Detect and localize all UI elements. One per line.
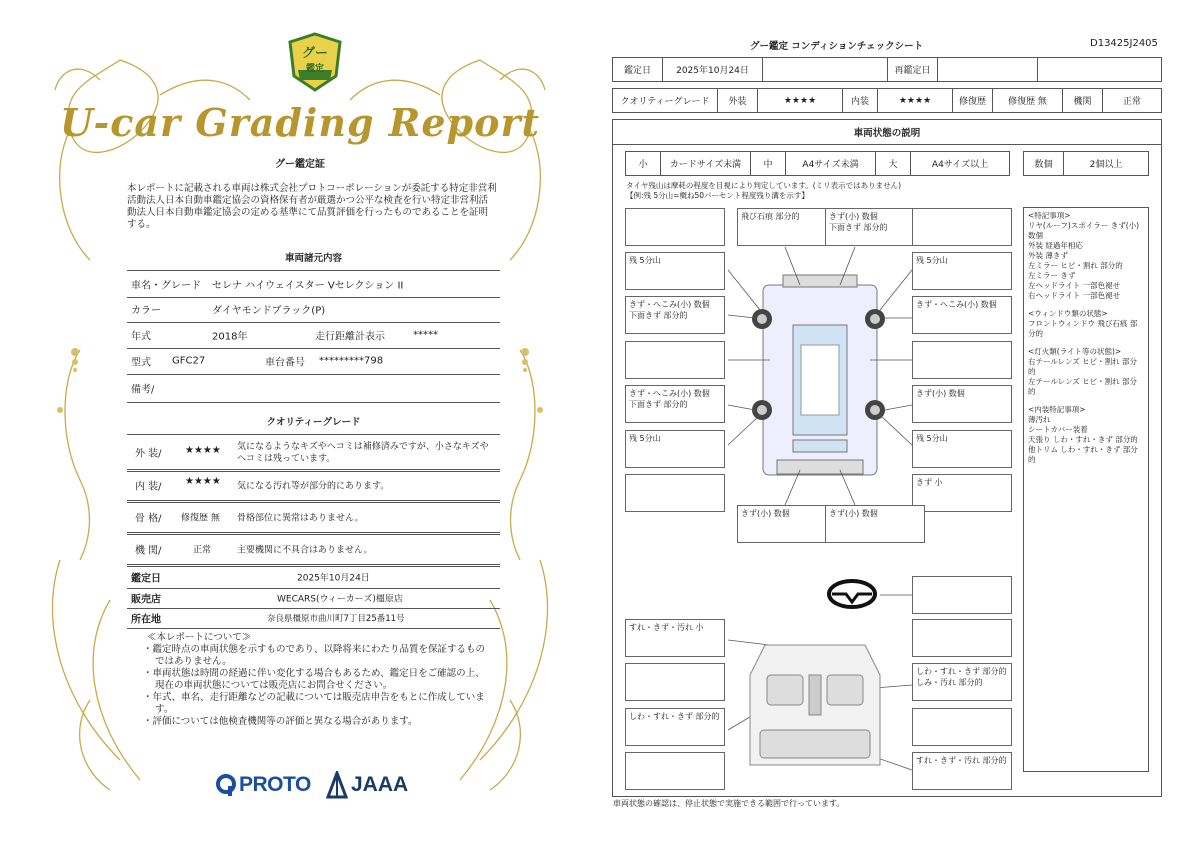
- spec-row-year: [127, 322, 500, 349]
- count-label: 数個: [1024, 152, 1064, 175]
- jaaa-logo-text: JAAA: [351, 773, 409, 796]
- special-line: 左ミラー きず: [1028, 271, 1076, 280]
- cond-box-right-tire-rear: 残 5分山: [912, 430, 1012, 468]
- info-row-date: [127, 566, 500, 589]
- cond-box: [912, 208, 1012, 246]
- interior-line: 薄汚れ: [1028, 415, 1051, 424]
- notes-item: ・鑑定時点の車両状態を示すものであり、以降将来にわたり品質を保証するものではありません。: [143, 644, 486, 667]
- grade-engine-value: 正常: [1122, 97, 1141, 107]
- special-line: 外装 経過年相応: [1028, 241, 1083, 250]
- cond-box-left-tire-rear: 残 5分山: [625, 430, 725, 468]
- cond-box-top-mid-left: 飛び石痕 部分的: [737, 208, 837, 246]
- date-value: 2025年10月24日: [663, 58, 763, 81]
- certificate-title: グー鑑定証: [275, 159, 325, 170]
- cond-box-left-door-rear: きず・へこみ(小) 数個 下面きず 部分的: [625, 385, 725, 423]
- spec-model-value: GFC27: [172, 355, 206, 367]
- quality-engine-value: 正常: [193, 545, 212, 556]
- cond-box-right-door-front: きず・へこみ(小) 数個: [912, 296, 1012, 334]
- info-row-shop: [127, 588, 500, 609]
- spec-title: 車両諸元内容: [284, 253, 342, 264]
- size-large-desc: A4サイズ以上: [931, 160, 989, 170]
- special-notes-panel: [1023, 207, 1149, 772]
- special-line: 外装 薄きず: [1028, 251, 1068, 260]
- special-line: 右ヘッドライト 一部色褪せ: [1028, 291, 1121, 300]
- cond-box: [625, 752, 725, 790]
- cond-box: [625, 208, 725, 246]
- cond-box-interior-3: しわ・すれ・きず 部分的: [625, 708, 725, 746]
- size-large: 大: [876, 152, 911, 175]
- cond-box-bottom-mid-right: きず(小) 数個: [825, 505, 925, 543]
- steering-wheel-icon: [826, 578, 878, 610]
- quality-frame-value: 修復歴 無: [181, 513, 220, 524]
- quality-row-engine: [127, 534, 500, 567]
- cond-box-interior-1: すれ・きず・汚れ 小: [625, 619, 725, 657]
- cond-box: [912, 708, 1012, 746]
- quality-ext-label: 外 装/: [135, 448, 162, 460]
- interior-line: 天張り しわ・すれ・きず 部分的: [1028, 435, 1138, 444]
- cond-box-bottom-mid-left: きず(小) 数個: [737, 505, 837, 543]
- goo-kantei-badge: [286, 32, 344, 92]
- count-desc: 2個以上: [1089, 160, 1123, 170]
- grade-int-label: 内装: [843, 89, 878, 112]
- notes-item: ・年式、車名、走行距離などの記載については販売店申告をもとに作成しています。: [143, 692, 485, 715]
- quality-frame-text: 骨格部位に異常はありません。: [237, 513, 364, 524]
- spec-row-color: [127, 296, 500, 323]
- spec-chassis-label: 車台番号: [265, 357, 305, 369]
- grade-repair-label: 修復歴: [953, 89, 993, 112]
- spec-mileage-label: 走行距離計表示: [315, 331, 385, 343]
- badge-line2: 鑑定: [305, 64, 324, 74]
- size-small: 小: [626, 152, 661, 175]
- spec-color-label: カラー: [131, 305, 161, 317]
- sheet-header-title: グー鑑定 コンディションチェックシート: [750, 41, 924, 52]
- window-line: フロントウィンドウ 飛び石痕 部分的: [1028, 319, 1138, 338]
- cond-box: [912, 619, 1012, 657]
- spec-name-label: 車名・グレード: [131, 280, 201, 292]
- quality-int-text: 気になる汚れ等が部分的にあります。: [237, 481, 390, 492]
- grade-ext-label: 外装: [718, 89, 758, 112]
- interior-line: 他トリム しわ・すれ・きず 部分的: [1028, 445, 1138, 464]
- spec-row-remarks: [127, 374, 500, 403]
- special-line: リヤ(ルーフ)スポイラー きず(小) 数個: [1028, 221, 1140, 240]
- info-shop-label: 販売店: [131, 594, 161, 606]
- info-shop-value: WECARS(ウィーカーズ)橿原店: [277, 594, 403, 605]
- badge-line1: グー: [301, 46, 328, 61]
- light-line: 右テールレンズ ヒビ・割れ 部分的: [1028, 357, 1138, 376]
- condition-check-sheet: [600, 0, 1200, 848]
- grade-int-stars: ★★★★: [878, 89, 953, 112]
- cond-box-interior-2: しわ・すれ・きず 部分的 しみ・汚れ 部分的: [912, 663, 1012, 701]
- cond-box-left-door-front: きず・へこみ(小) 数個 下面きず 部分的: [625, 296, 725, 334]
- quality-title: クオリティーグレード: [266, 417, 361, 428]
- tire-note1: タイヤ残山は摩耗の程度を目視により判定しています。(ミリ表示ではありません): [626, 181, 902, 190]
- notes-item: ・車両状態は時間の経過に伴い変化する場合もあるため、鑑定日をご確認の上、現在の車両状態については販売店にお問合せください。: [143, 668, 485, 691]
- size-mid-desc: A4サイズ未満: [786, 152, 876, 175]
- report-title: U-car Grading Report: [59, 100, 541, 145]
- cond-box-right-tire-front: 残 5分山: [912, 252, 1012, 290]
- cond-box: [625, 474, 725, 512]
- grade-repair-value: 修復歴 無: [993, 89, 1063, 112]
- cond-box-right-door-rear: きず(小) 数個: [912, 385, 1012, 423]
- grade-label: クオリティーグレード: [613, 89, 718, 112]
- quality-engine-text: 主要機関に不具合はありません。: [237, 545, 373, 556]
- quality-engine-label: 機 関/: [135, 545, 162, 557]
- info-row-address: [127, 608, 500, 629]
- spec-model-label: 型式: [131, 357, 151, 369]
- grade-engine-label: 機関: [1063, 89, 1103, 112]
- interior-diagram: [745, 635, 885, 775]
- spec-name-value: セレナ ハイウェイスター Vセレクション II: [212, 280, 404, 292]
- special-line: 左ミラー ヒビ・割れ 部分的: [1028, 261, 1123, 270]
- grade-ext-stars: ★★★★: [758, 89, 843, 112]
- tire-note2: 【例:残 5分山=概ね50パーセント程度残り溝を示す】: [626, 191, 809, 200]
- special-line: 左ヘッドライト 一部色褪せ: [1028, 281, 1121, 290]
- quality-ext-stars: ★★★★: [185, 445, 221, 456]
- date-label: 鑑定日: [613, 58, 663, 81]
- proto-mark-icon: [215, 773, 239, 797]
- quality-int-stars: ★★★★: [185, 476, 221, 487]
- cond-box-top-mid-right: きず(小) 数個 下面きず 部分的: [825, 208, 925, 246]
- report-notes: [143, 632, 493, 728]
- interior-line: シートカバー装着: [1028, 425, 1088, 434]
- size-mid: 中: [751, 152, 786, 175]
- quality-int-label: 内 装/: [135, 481, 162, 493]
- jaaa-mark-icon: [326, 771, 348, 799]
- notes-title: ≪本レポートについて≫: [147, 632, 252, 643]
- cond-box: [912, 341, 1012, 379]
- cond-box-left-tire-front: 残 5分山: [625, 252, 725, 290]
- jaaa-logo: [326, 770, 408, 800]
- spec-chassis-value: *********798: [319, 355, 384, 367]
- spec-mileage-value: *****: [413, 329, 438, 341]
- window-title: <ウィンドウ類の状態>: [1028, 309, 1108, 318]
- size-small-desc: カードサイズ未満: [661, 152, 751, 175]
- redate-label: 再鑑定日: [888, 58, 938, 81]
- sheet-footer: 車両状態の確認は、停止状態で実施できる範囲で行っています。: [613, 799, 845, 808]
- info-addr-value: 奈良県橿原市曲川町7丁目25番11号: [267, 614, 405, 624]
- cond-box-interior-4: すれ・きず・汚れ 部分的: [912, 752, 1012, 790]
- info-addr-label: 所在地: [131, 614, 161, 626]
- info-date-label: 鑑定日: [131, 573, 161, 585]
- state-title: 車両状態の説明: [613, 120, 1161, 145]
- spec-row-model: [127, 348, 500, 375]
- certificate-text: 本レポートに記載される車両は株式会社プロトコーポレーションが委託する特定非営利活動法人日本自動車鑑定協会の資格保有者が厳選かつ公平な検査を行い特定非営利活動法人日本自動車鑑定協会の定める基準にて品質評価を行ったものであることを証明する。: [127, 183, 497, 230]
- quality-frame-label: 骨 格/: [135, 513, 162, 525]
- cond-box: [625, 341, 725, 379]
- cond-box: [912, 576, 1012, 614]
- light-line: 左テールレンズ ヒビ・割れ 部分的: [1028, 377, 1138, 396]
- spec-row-name: [127, 270, 500, 298]
- interior-title: <内装特記事項>: [1028, 405, 1086, 414]
- quality-row-interior: [127, 470, 500, 503]
- proto-logo: [215, 772, 311, 798]
- cond-box-right-rear-corner: きず 小: [912, 474, 1012, 512]
- quality-row-exterior: [127, 434, 500, 472]
- notes-item: ・評価については他検査機関等の評価と異なる場合があります。: [143, 716, 418, 727]
- spec-year-value: 2018年: [212, 331, 248, 343]
- light-title: <灯火類(ライト等の状態)>: [1028, 347, 1122, 356]
- spec-color-value: ダイヤモンドブラック(P): [212, 305, 326, 317]
- sheet-doc-id: D13425J2405: [1090, 38, 1158, 49]
- proto-logo-text: PROTO: [239, 773, 311, 796]
- info-date-value: 2025年10月24日: [297, 573, 370, 584]
- quality-ext-text: 気になるようなキズやヘコミは補修済みですが、小さなキズやヘコミは残っています。: [237, 442, 489, 464]
- special-title: <特記事項>: [1028, 211, 1071, 220]
- quality-row-frame: [127, 502, 500, 535]
- spec-year-label: 年式: [131, 331, 151, 343]
- cond-box: [625, 663, 725, 701]
- spec-remarks-label: 備考/: [131, 384, 155, 396]
